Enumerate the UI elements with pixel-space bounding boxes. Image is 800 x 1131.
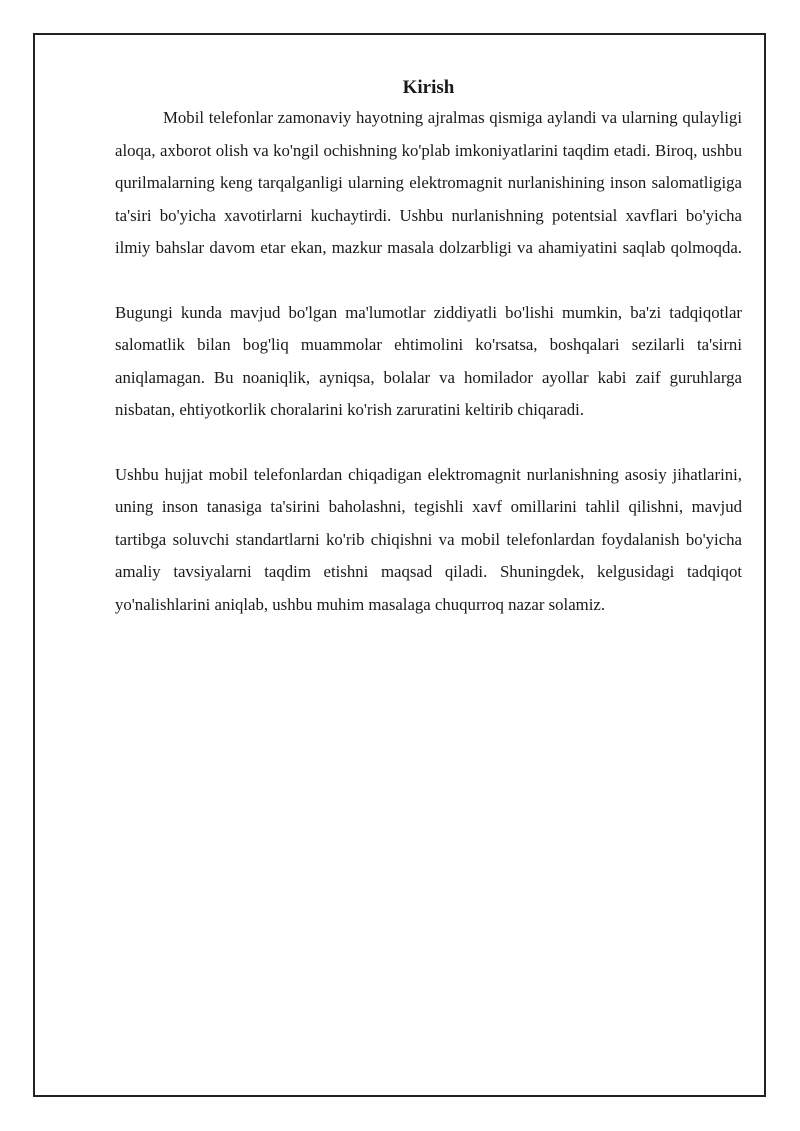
document-title: Kirish	[402, 77, 455, 98]
paragraph-document-purpose: Ushbu hujjat mobil telefonlardan chiqadigan elektromagnit nurlanishning asosiy jihatlarini, uning inson tanasiga ta'sirini baholashni, tegishli xavf omillarini tahlil qilishni, mavjud tartibga soluvchi standartlarni ko'rib chiqishni va mobil telefonlardan foydalanish bo'yicha amaliy tavsiyalarni taqdim etishni maqsad qiladi. Shuningdek, kelgusidagi tadqiqot yo'nalishlarini aniqlab, ushbu muhim masalaga chuqurroq nazar solamiz.	[115, 464, 742, 614]
paragraph-intro: Mobil telefonlar zamonaviy hayotning ajralmas qismiga aylandi va ularning qulayligi aloqa, axborot olish va ko'ngil ochishning ko'plab imkoniyatlarini taqdim etadi. Biroq, ushbu qurilmalarning keng tarqalganligi ularning elektromagnit nurlanishining inson salomatligiga ta'siri bo'yicha xavotirlarni kuchaytirdi. Ushbu nurlanishning potentsial xavflari bo'yicha ilmiy bahslar davom etar ekan, mazkur masala dolzarbligi va ahamiyatini saqlab qolmoqda.	[115, 108, 742, 257]
paragraph-data-uncertainty: Bugungi kunda mavjud bo'lgan ma'lumotlar ziddiyatli bo'lishi mumkin, ba'zi tadqiqotlar salomatlik bilan bog'liq muammolar ehtimolini ko'rsatsa, boshqalari sezilarli ta'sirni aniqlamagan. Bu noaniqlik, ayniqsa, bolalar va homilador ayollar kabi zaif guruhlarga nisbatan, ehtiyotkorlik choralarini ko'rish zaruratini keltirib chiqaradi.	[115, 302, 742, 419]
document-body	[115, 74, 742, 621]
